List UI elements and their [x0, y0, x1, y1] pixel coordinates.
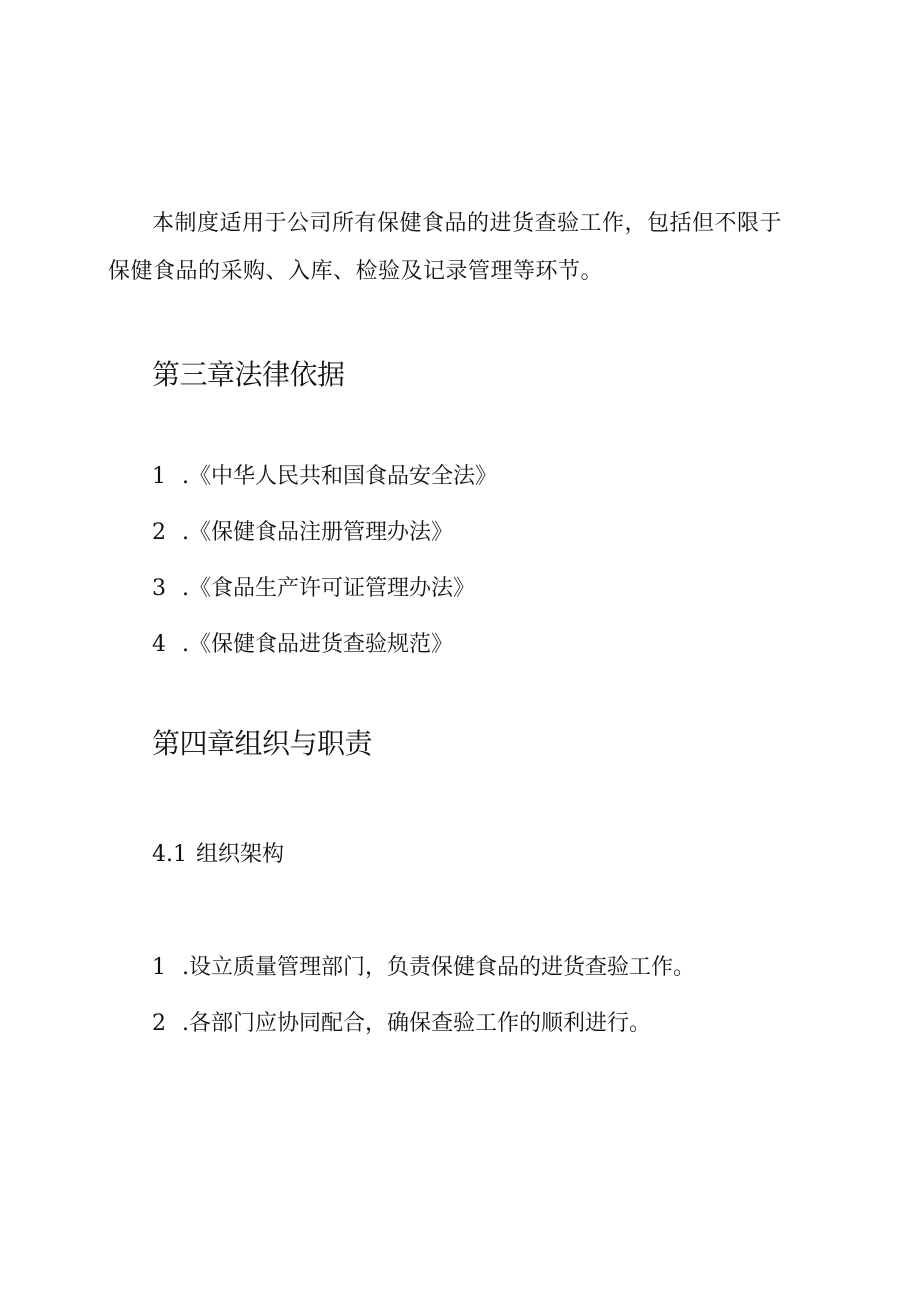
list-item: [152, 516, 497, 572]
scope-paragraph: [108, 200, 808, 296]
section-4-1-heading: [152, 838, 284, 872]
scope-line-2: 保健食品的采购、入库、检验及记录管理等环节。: [108, 259, 604, 284]
list-item: [152, 628, 497, 684]
section-title: 组织架构: [196, 842, 285, 867]
list-item-number: 1: [152, 955, 166, 980]
section-number: 4.1: [152, 842, 187, 867]
list-item-text: .设立质量管理部门，负责保健食品的进货查验工作。: [182, 955, 695, 980]
scope-line-1: 本制度适用于公司所有保健食品的进货查验工作，包括但不限于: [152, 211, 783, 236]
list-item-text: .各部门应协同配合，确保查验工作的顺利进行。: [182, 1011, 651, 1036]
list-item-text: .《保健食品注册管理办法》: [182, 520, 453, 545]
list-item: [152, 572, 497, 628]
organization-list: [152, 951, 695, 1063]
list-item-number: 1: [152, 464, 166, 489]
chapter-3-heading: 第三章法律依据: [152, 358, 345, 391]
chapter-4-heading: 第四章组织与职责: [152, 727, 373, 760]
list-item-number: 2: [152, 1011, 166, 1036]
list-item-text: .《中华人民共和国食品安全法》: [182, 464, 497, 489]
list-item-number: 4: [152, 632, 166, 657]
list-item: [152, 460, 497, 516]
list-item-text: .《食品生产许可证管理办法》: [182, 576, 475, 601]
legal-basis-list: [152, 460, 497, 684]
list-item-number: 2: [152, 520, 166, 545]
list-item-number: 3: [152, 576, 166, 601]
list-item: [152, 951, 695, 1007]
list-item: [152, 1007, 695, 1063]
list-item-text: .《保健食品进货查验规范》: [182, 632, 453, 657]
